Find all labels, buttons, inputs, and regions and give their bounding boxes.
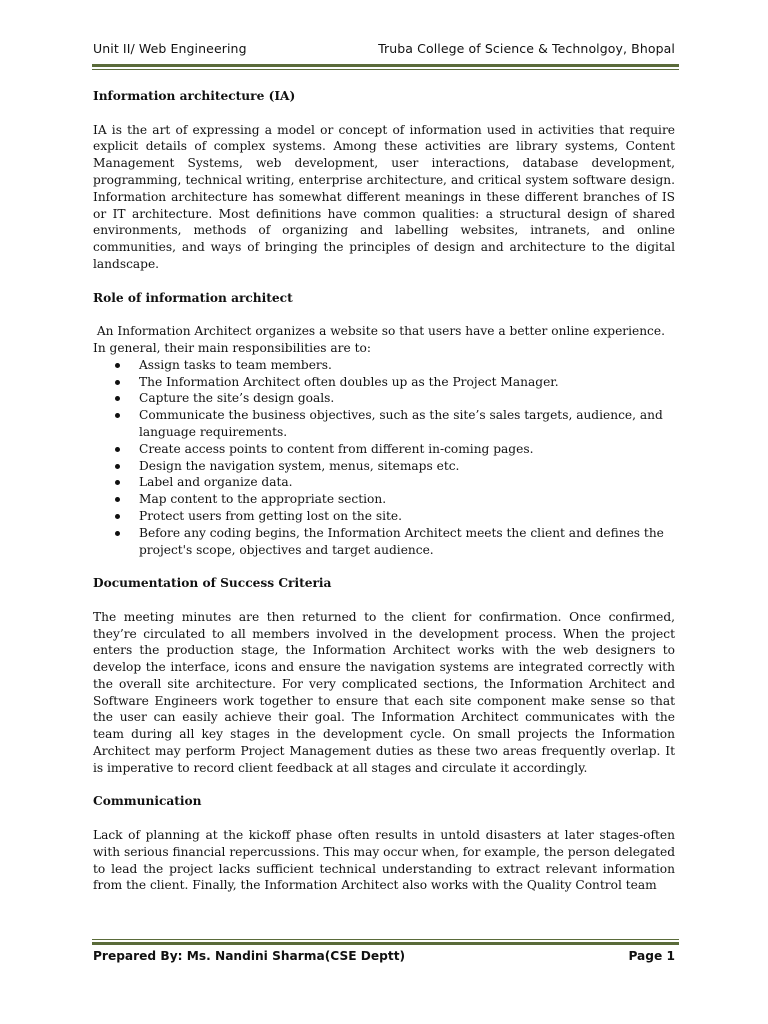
paragraph-communication: Lack of planning at the kickoff phase often results in untold disasters at later stages-often with serious financial repercussions. This may occur when, for example, the person delegated to lead the project lacks sufficient technical understanding to extract relevant information from the client. Finally, the Information Architect also works with the Quality Control team xyxy=(93,828,675,893)
list-item: Communicate the business objectives, such as the site’s sales targets, audience, and language requirements. xyxy=(93,407,675,441)
footer-author: Prepared By: Ms. Nandini Sharma(CSE Deptt) xyxy=(93,949,406,963)
list-item: Create access points to content from different in-coming pages. xyxy=(93,441,675,458)
header-college-name: Truba College of Science & Technolgoy, Bhopal xyxy=(378,41,675,56)
heading-information-architecture: Information architecture (IA) xyxy=(93,89,296,103)
heading-communication: Communication xyxy=(93,794,202,809)
list-item: Map content to the appropriate section. xyxy=(93,491,675,508)
header-rule-thin xyxy=(92,69,679,70)
paragraph-role-intro: An Information Architect organizes a website so that users have a better online experience. In general, their main responsibilities are to: xyxy=(93,324,669,355)
list-item: Assign tasks to team members. xyxy=(93,357,675,374)
footer-rule-thick xyxy=(92,942,679,945)
list-item: Design the navigation system, menus, sitemaps etc. xyxy=(93,458,675,475)
responsibilities-list xyxy=(93,357,675,559)
list-item: The Information Architect often doubles up as the Project Manager. xyxy=(93,374,675,391)
list-item: Before any coding begins, the Information Architect meets the client and defines the project's scope, objectives and target audience. xyxy=(93,525,675,559)
heading-role-of-architect: Role of information architect xyxy=(93,290,293,305)
heading-documentation-success: Documentation of Success Criteria xyxy=(93,576,332,591)
document-body xyxy=(93,88,675,894)
header-unit-title: Unit II/ Web Engineering xyxy=(93,41,247,56)
page-header xyxy=(93,41,675,56)
page-footer xyxy=(93,949,675,963)
paragraph-documentation: The meeting minutes are then returned to the client for confirmation. Once confirmed, they’re circulated to all members involved in the development process. When the project enters the production stage, the Information Architect works with the web designers to develop the interface, icons and ensure the navigation systems are integrated correctly with the overall site architecture. For very complicated sections, the Information Architect and Software Engineers work together to ensure that each site component make sense so that the user can easily achieve their goal. The Information Architect communicates with the team during all key stages in the development cycle. On small projects the Information Architect may perform Project Management duties as these two areas frequently overlap. It is imperative to record client feedback at all stages and circulate it accordingly. xyxy=(93,609,675,775)
footer-rule-thin xyxy=(92,939,679,940)
list-item: Label and organize data. xyxy=(93,474,675,491)
list-item: Capture the site’s design goals. xyxy=(93,390,675,407)
header-rule-thick xyxy=(92,64,679,67)
list-item: Protect users from getting lost on the site. xyxy=(93,508,675,525)
paragraph-ia-definition: IA is the art of expressing a model or concept of information used in activities that require explicit details of complex systems. Among these activities are library systems, Content Management Systems, web development, user interactions, database development, programming, technical writing, enterprise architecture, and critical system software design. Information architecture has somewhat different meanings in these different branches of IS or IT architecture. Most definitions have common qualities: a structural design of shared environments, methods of organizing and labelling websites, intranets, and online communities, and ways of bringing the principles of design and architecture to the digital landscape. xyxy=(93,122,675,271)
footer-page-number: Page 1 xyxy=(628,949,675,963)
